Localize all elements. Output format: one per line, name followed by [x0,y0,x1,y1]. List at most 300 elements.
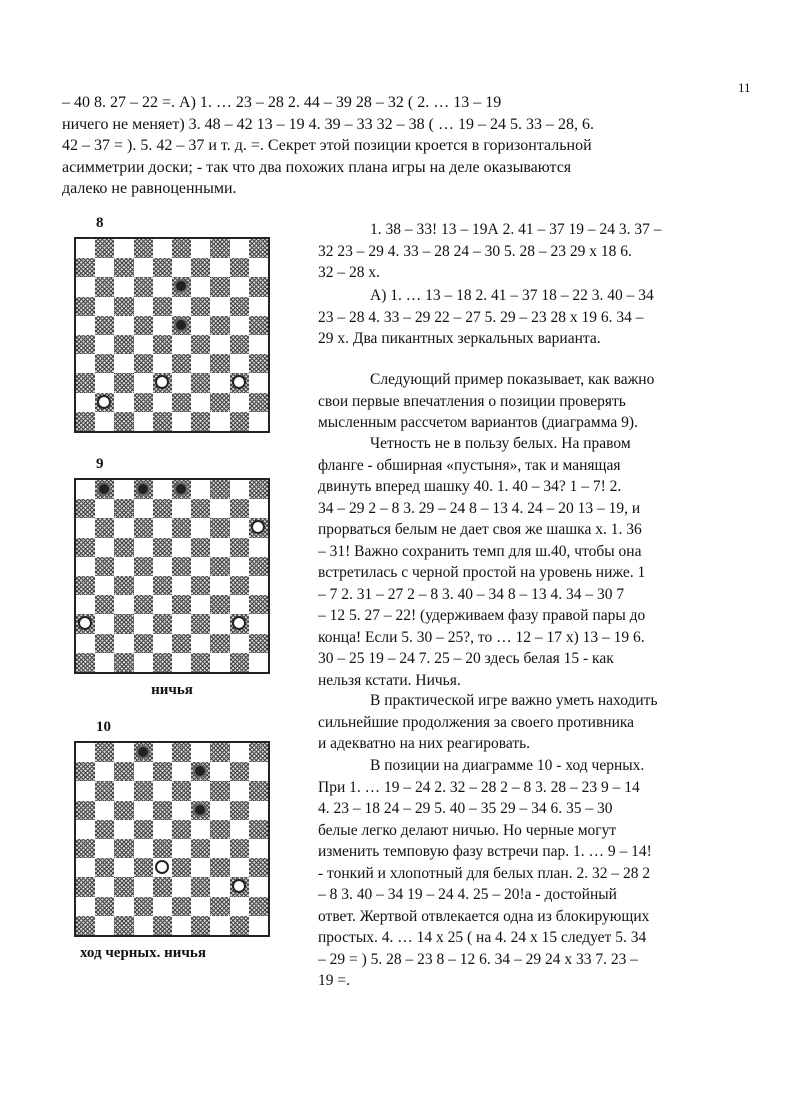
dark-square [114,538,133,557]
checkers-board [74,478,270,674]
dark-square [191,258,210,277]
light-square [249,499,268,518]
light-square [230,316,249,335]
dark-square [230,412,249,431]
diagram-number: 8 [96,215,104,231]
dark-square [172,239,191,258]
text-line: 23 – 28 4. 33 – 29 22 – 27 5. 29 – 23 28 х 19 6. 34 – [318,308,644,326]
dark-square [153,335,172,354]
light-square [210,538,229,557]
dark-square [114,801,133,820]
dark-square [230,373,249,392]
dark-square [134,858,153,877]
dark-square [134,316,153,335]
light-square [76,277,95,296]
dark-square [134,480,153,499]
dark-square [230,614,249,633]
dark-square [230,538,249,557]
light-square [191,743,210,762]
dark-square [230,576,249,595]
light-square [172,499,191,518]
light-square [249,538,268,557]
dark-square [76,297,95,316]
dark-square [249,277,268,296]
dark-square [95,858,114,877]
light-square [134,373,153,392]
dark-square [191,335,210,354]
text-line: 32 – 28 х. [318,264,380,281]
dark-square [210,743,229,762]
dark-square [153,653,172,672]
dark-square [134,781,153,800]
text-line: 19 =. [318,972,350,989]
text-line: – 31! Важно сохранить темп для ш.40, чтобы она [318,542,642,560]
light-square [114,820,133,839]
light-square [134,258,153,277]
light-square [76,781,95,800]
dark-square [153,916,172,935]
text-line: далеко не равноценными. [62,180,237,197]
dark-square [114,373,133,392]
light-square [210,653,229,672]
dark-square [230,297,249,316]
light-square [76,743,95,762]
dark-square [172,480,191,499]
text-line: Следующий пример показывает, как важно [370,371,655,388]
dark-square [210,277,229,296]
dark-square [76,412,95,431]
dark-square [153,877,172,896]
light-square [191,858,210,877]
light-square [172,801,191,820]
light-square [230,634,249,653]
text-line: – 12 5. 27 – 22! (удерживаем фазу правой пары до [318,607,646,624]
light-square [114,239,133,258]
dark-square [153,762,172,781]
white-checker-piece [155,375,169,389]
light-square [191,316,210,335]
light-square [249,801,268,820]
light-square [95,801,114,820]
dark-square [210,354,229,373]
light-square [134,877,153,896]
light-square [134,538,153,557]
dark-square [95,595,114,614]
light-square [191,897,210,916]
light-square [210,258,229,277]
text-line: 4. 23 – 18 24 – 29 5. 40 – 35 29 – 34 6. 35 – 30 [318,800,613,817]
light-square [95,762,114,781]
dark-square [210,820,229,839]
diagram-number: 9 [96,456,104,472]
dark-square [95,781,114,800]
dark-square [210,316,229,335]
text-line: 34 – 29 2 – 8 3. 29 – 24 8 – 13 4. 24 – 20 13 – 19, и [318,499,641,517]
dark-square [172,518,191,537]
light-square [230,518,249,537]
text-line: А) 1. … 13 – 18 2. 41 – 37 18 – 22 3. 40 – 34 [370,287,654,304]
light-square [230,897,249,916]
dark-square [230,335,249,354]
light-square [191,634,210,653]
diagram-10 [74,719,270,962]
light-square [191,277,210,296]
light-square [230,820,249,839]
light-square [230,480,249,499]
light-square [95,653,114,672]
light-square [210,614,229,633]
dark-square [172,277,191,296]
text-line: При 1. … 19 – 24 2. 32 – 28 2 – 8 3. 28 – 23 9 – 14 [318,778,640,796]
light-square [76,393,95,412]
light-square [172,877,191,896]
light-square [153,897,172,916]
white-checker-piece [232,375,246,389]
light-square [95,412,114,431]
light-square [230,277,249,296]
black-checker-piece [174,279,188,293]
light-square [95,576,114,595]
light-square [249,258,268,277]
dark-square [191,801,210,820]
dark-square [134,897,153,916]
light-square [153,595,172,614]
dark-square [76,916,95,935]
dark-square [210,595,229,614]
light-square [249,877,268,896]
dark-square [114,653,133,672]
dark-square [114,499,133,518]
dark-square [230,839,249,858]
light-square [76,557,95,576]
light-square [114,634,133,653]
light-square [95,258,114,277]
light-square [76,858,95,877]
dark-square [191,499,210,518]
text-line: – 8 3. 40 – 34 19 – 24 4. 25 – 20!а - достойный [318,886,617,903]
dark-square [76,877,95,896]
light-square [210,297,229,316]
light-square [76,820,95,839]
dark-square [114,297,133,316]
light-square [191,239,210,258]
light-square [191,354,210,373]
diagram-caption: ход черных. ничья [80,945,206,961]
dark-square [134,634,153,653]
text-line: ничего не меняет) 3. 48 – 42 13 – 19 4. 39 – 33 32 – 38 ( … 19 – 24 5. 33 – 28, 6. [62,115,594,133]
dark-square [210,557,229,576]
light-square [76,518,95,537]
light-square [249,373,268,392]
text-line: нельзя кстати. Ничья. [318,671,461,689]
white-checker-piece [232,616,246,630]
dark-square [249,634,268,653]
light-square [249,653,268,672]
dark-square [191,877,210,896]
dark-square [76,373,95,392]
dark-square [134,595,153,614]
text-line: фланге - обширная «пустыня», так и манящая [318,456,621,474]
light-square [210,916,229,935]
dark-square [210,239,229,258]
light-square [153,781,172,800]
light-square [172,373,191,392]
dark-square [76,614,95,633]
light-square [153,557,172,576]
dark-square [230,653,249,672]
light-square [172,258,191,277]
light-square [134,653,153,672]
diagram-caption: ничья [151,682,193,698]
text-line: сильнейшие продолжения за своего противника [318,713,635,731]
checkers-board [74,741,270,937]
light-square [134,801,153,820]
dark-square [114,839,133,858]
dark-square [172,316,191,335]
dark-square [172,354,191,373]
dark-square [191,576,210,595]
dark-square [172,781,191,800]
light-square [114,743,133,762]
text-line: 42 – 37 = ). 5. 42 – 37 и т. д. =. Секрет этой позиции кроется в горизонтальной [62,137,592,154]
dark-square [249,595,268,614]
light-square [249,576,268,595]
dark-square [95,557,114,576]
black-checker-piece [136,745,150,759]
dark-square [230,877,249,896]
light-square [210,839,229,858]
light-square [210,877,229,896]
dark-square [210,858,229,877]
light-square [114,277,133,296]
light-square [153,820,172,839]
light-square [134,614,153,633]
dark-square [191,614,210,633]
light-square [114,480,133,499]
dark-square [76,762,95,781]
light-square [95,335,114,354]
light-square [172,653,191,672]
dark-square [191,839,210,858]
black-checker-piece [136,482,150,496]
text-line: ответ. Жертвой отвлекается одна из блокирующих [318,907,650,925]
light-square [191,820,210,839]
light-square [134,412,153,431]
light-square [134,839,153,858]
dark-square [153,258,172,277]
light-square [114,781,133,800]
light-square [249,839,268,858]
dark-square [249,354,268,373]
dark-square [172,634,191,653]
light-square [134,297,153,316]
diagram-9 [74,456,270,699]
light-square [210,801,229,820]
text-line: прорваться белым не дает своя же шашка х. 1. 36 [318,521,642,538]
dark-square [153,839,172,858]
dark-square [210,781,229,800]
intro-paragraph [318,369,742,434]
dark-square [134,277,153,296]
light-square [191,557,210,576]
light-square [230,557,249,576]
dark-square [210,634,229,653]
dark-square [230,762,249,781]
dark-square [76,839,95,858]
light-square [191,518,210,537]
light-square [114,316,133,335]
light-square [153,634,172,653]
dark-square [134,354,153,373]
checkers-board [74,237,270,433]
light-square [249,614,268,633]
light-square [76,480,95,499]
light-square [172,614,191,633]
dark-square [191,373,210,392]
top-paragraph [62,92,730,200]
text-line: изменить темповую фазу встречи пар. 1. … 9 – 14! [318,843,652,860]
light-square [95,877,114,896]
dark-square [172,897,191,916]
light-square [230,595,249,614]
light-square [172,839,191,858]
text-line: 30 – 25 19 – 24 7. 25 – 20 здесь белая 15 - как [318,650,614,667]
dark-square [134,239,153,258]
light-square [172,297,191,316]
dark-square [172,557,191,576]
dark-square [76,335,95,354]
dark-square [172,595,191,614]
dark-square [210,393,229,412]
text-line: конца! Если 5. 30 – 25?, то … 12 – 17 х) 13 – 19 6. [318,628,645,646]
dark-square [76,653,95,672]
black-checker-piece [193,803,207,817]
dark-square [134,518,153,537]
light-square [76,354,95,373]
light-square [95,373,114,392]
dark-square [249,480,268,499]
text-line: В практической игре важно уметь находить [370,692,658,709]
dark-square [191,653,210,672]
light-square [210,335,229,354]
text-line: Четность не в пользу белых. На правом [370,435,631,452]
dark-square [249,820,268,839]
light-square [114,595,133,614]
dark-square [210,897,229,916]
dark-square [249,557,268,576]
dark-square [153,412,172,431]
dark-square [153,538,172,557]
light-square [76,634,95,653]
light-square [191,781,210,800]
dark-square [134,557,153,576]
light-square [134,335,153,354]
dark-square [76,258,95,277]
light-square [210,412,229,431]
page-number: 11 [738,80,751,95]
light-square [95,538,114,557]
light-square [230,781,249,800]
dark-square [114,877,133,896]
light-square [134,762,153,781]
text-line: простых. 4. … 14 х 25 ( на 4. 24 х 15 следует 5. 34 [318,929,647,946]
dark-square [95,277,114,296]
dark-square [76,801,95,820]
text-line: свои первые впечатления о позиции проверять [318,392,626,410]
text-line: мысленным рассчетом вариантов (диаграмма 9). [318,414,638,431]
dark-square [134,393,153,412]
light-square [114,858,133,877]
light-square [153,239,172,258]
dark-square [76,538,95,557]
light-square [95,614,114,633]
practical-paragraph [318,690,742,755]
dark-square [134,820,153,839]
light-square [153,858,172,877]
dark-square [95,239,114,258]
light-square [230,743,249,762]
dark-square [191,297,210,316]
dark-square [114,576,133,595]
dark-square [153,373,172,392]
dark-square [191,538,210,557]
light-square [230,858,249,877]
dark-square [95,897,114,916]
dark-square [172,393,191,412]
dark-square [95,743,114,762]
light-square [249,297,268,316]
dark-square [114,412,133,431]
dark-square [114,916,133,935]
dark-square [95,354,114,373]
dark-square [172,858,191,877]
dark-square [230,801,249,820]
light-square [114,557,133,576]
text-line: и адекватно на них реагировать. [318,735,531,752]
dark-square [114,258,133,277]
dark-square [249,897,268,916]
dark-square [95,393,114,412]
dark-square [95,820,114,839]
light-square [76,595,95,614]
diagram9-analysis [318,433,742,691]
dark-square [114,762,133,781]
dark-square [249,393,268,412]
text-line: встретилась с черной простой на уровень ниже. 1 [318,564,646,581]
text-line: – 29 = ) 5. 28 – 23 8 – 12 6. 34 – 29 24 х 33 7. 23 – [318,950,639,968]
light-square [114,393,133,412]
dark-square [95,634,114,653]
dark-square [153,614,172,633]
light-square [153,518,172,537]
diagram-8 [74,215,270,433]
dark-square [114,335,133,354]
light-square [249,412,268,431]
analysis-paragraph [318,219,742,284]
light-square [210,576,229,595]
light-square [249,762,268,781]
text-line: 32 23 – 29 4. 33 – 28 24 – 30 5. 28 – 23 29 х 18 6. [318,242,632,260]
white-checker-piece [251,520,265,534]
light-square [249,916,268,935]
text-line: белые легко делают ничью. Но черные могут [318,821,617,839]
diagram10-analysis [318,755,742,992]
light-square [230,239,249,258]
light-square [210,762,229,781]
dark-square [249,239,268,258]
white-checker-piece [97,395,111,409]
light-square [153,393,172,412]
